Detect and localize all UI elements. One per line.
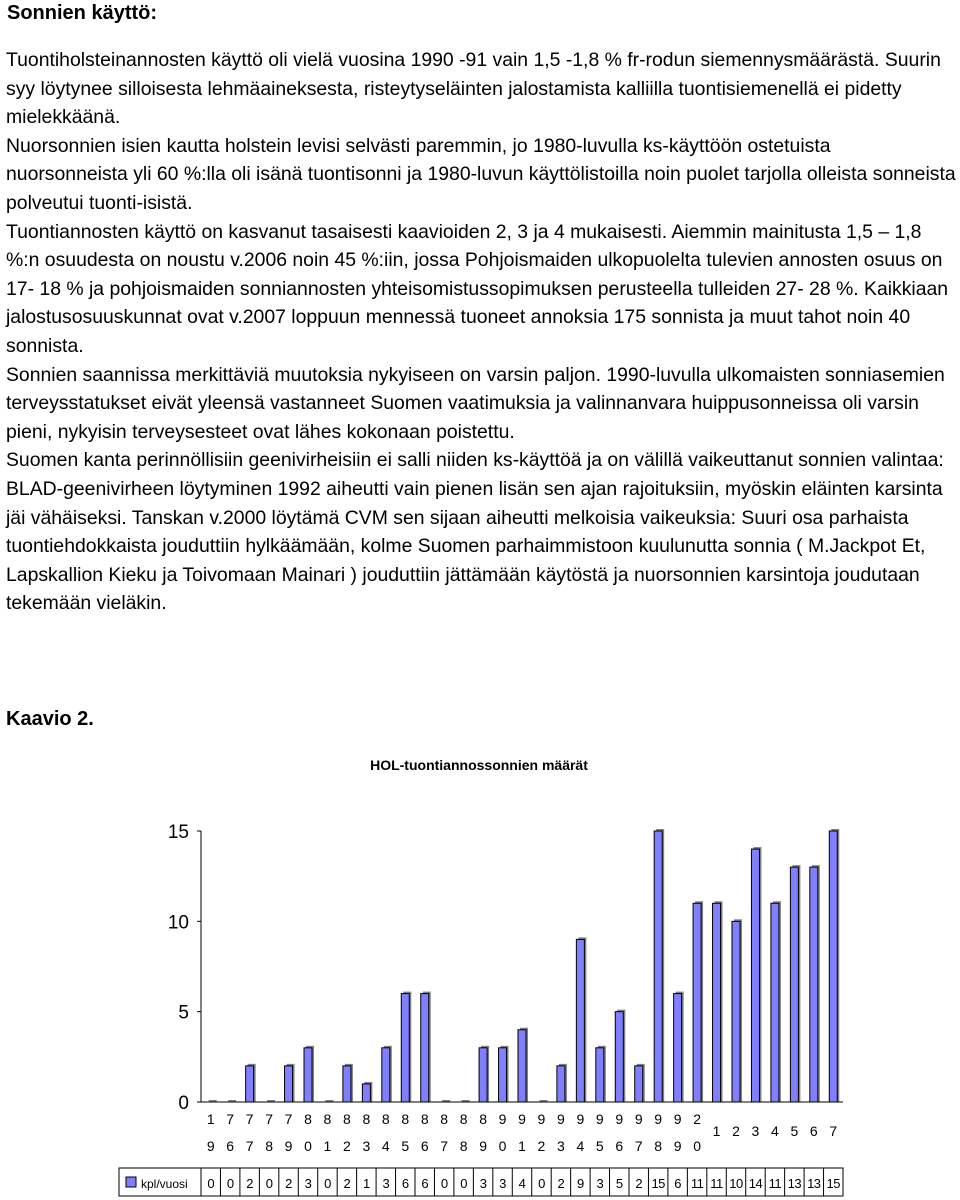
x-tick-label: 9 bbox=[518, 1111, 526, 1127]
legend-label: kpl/vuosi bbox=[141, 1177, 188, 1191]
bar bbox=[479, 1048, 487, 1102]
bar bbox=[304, 1048, 312, 1102]
x-tick-label: 9 bbox=[498, 1111, 507, 1127]
x-tick-label: 1 bbox=[206, 1111, 215, 1127]
x-tick-label: 9 bbox=[673, 1138, 682, 1154]
data-table-value: 13 bbox=[787, 1176, 802, 1191]
bar bbox=[285, 1066, 293, 1102]
data-table-value: 14 bbox=[748, 1176, 763, 1191]
paragraph: Tuontiholsteinannosten käyttö oli vielä vuosina 1990 -91 vain 1,5 -1,8 % fr-rodun siemennysmäärästä. Suurin syy löytynee silloisesta lehmäaineksesta, risteytyseläinten jalostamista kalliilla tuontisiemenellä ei pidetty mielekkäänä. bbox=[6, 49, 941, 129]
x-tick-label: 9 bbox=[654, 1111, 663, 1127]
x-tick-label: 7 bbox=[284, 1111, 293, 1127]
data-table-value: 0 bbox=[324, 1176, 331, 1191]
data-table-value: 15 bbox=[651, 1176, 665, 1191]
data-table-value: 0 bbox=[440, 1176, 448, 1191]
x-tick-label: 9 bbox=[206, 1138, 215, 1154]
x-tick-label: 0 bbox=[304, 1138, 312, 1154]
bar bbox=[421, 994, 429, 1102]
data-table-value: 11 bbox=[768, 1176, 782, 1191]
x-tick-label: 2 bbox=[343, 1138, 351, 1154]
bar bbox=[713, 903, 721, 1102]
data-table-value: 0 bbox=[207, 1176, 215, 1191]
x-tick-label: 7 bbox=[245, 1138, 254, 1154]
x-tick-label: 8 bbox=[362, 1111, 371, 1127]
x-tick-label: 8 bbox=[459, 1111, 468, 1127]
x-tick-label: 4 bbox=[381, 1138, 390, 1154]
data-table-value: 0 bbox=[538, 1176, 545, 1191]
x-tick-label: 4 bbox=[771, 1123, 779, 1139]
data-table-value: 0 bbox=[226, 1176, 234, 1191]
x-tick-label: 8 bbox=[265, 1138, 273, 1154]
x-tick-label: 7 bbox=[226, 1111, 235, 1127]
data-table-value: 3 bbox=[479, 1176, 487, 1191]
x-tick-label: 9 bbox=[479, 1138, 487, 1154]
x-tick-label: 8 bbox=[401, 1111, 410, 1127]
x-tick-label: 0 bbox=[498, 1138, 507, 1154]
x-tick-label: 8 bbox=[459, 1138, 468, 1154]
body-text bbox=[6, 46, 956, 618]
x-tick-label: 5 bbox=[401, 1138, 410, 1154]
x-tick-label: 8 bbox=[343, 1111, 351, 1127]
paragraph: Sonnien saannissa merkittäviä muutoksia nykyiseen on varsin paljon. 1990-luvulla ulkomaisten sonniasemien terveysstatukset eivät yleensä vastanneet Suomen vaatimuksia ja valinnanvara huippusonneissa oli varsin pieni, nykyisin terveysesteet ovat lähes kokonaan poistettu. bbox=[6, 363, 945, 443]
x-tick-label: 8 bbox=[654, 1138, 663, 1154]
paragraph: Nuorsonnien isien kautta holstein levisi selvästi paremmin, jo 1980-luvulla ks-käyttöön ostetuista nuorsonneista yli 60 %:lla oli isänä tuontisonni ja 1980-luvun käyttölistoilla noin puolet tarjolla olleista sonneista polveutui tuonti-isistä. bbox=[6, 134, 956, 214]
x-tick-label: 9 bbox=[284, 1138, 293, 1154]
bar bbox=[635, 1066, 643, 1102]
x-tick-label: 4 bbox=[576, 1138, 585, 1154]
x-tick-label: 9 bbox=[557, 1111, 565, 1127]
data-table-value: 9 bbox=[576, 1176, 584, 1191]
data-table-value: 15 bbox=[826, 1176, 841, 1191]
data-table-value: 3 bbox=[382, 1176, 390, 1191]
bar bbox=[615, 1012, 623, 1102]
x-tick-label: 6 bbox=[420, 1138, 429, 1154]
x-tick-label: 5 bbox=[790, 1123, 799, 1139]
x-tick-label: 3 bbox=[751, 1123, 760, 1139]
x-tick-label: 6 bbox=[809, 1123, 818, 1139]
data-table-value: 2 bbox=[557, 1176, 565, 1191]
x-tick-label: 1 bbox=[712, 1123, 721, 1139]
x-tick-label: 0 bbox=[693, 1138, 701, 1154]
data-table-value: 3 bbox=[304, 1176, 312, 1191]
y-tick-label: 5 bbox=[178, 1002, 189, 1024]
bar bbox=[401, 994, 409, 1102]
x-tick-label: 3 bbox=[557, 1138, 565, 1154]
x-tick-label: 9 bbox=[673, 1111, 682, 1127]
x-tick-label: 7 bbox=[634, 1138, 643, 1154]
y-tick-label: 0 bbox=[178, 1093, 189, 1114]
x-tick-label: 8 bbox=[420, 1111, 429, 1127]
paragraph: Tuontiannosten käyttö on kasvanut tasaisesti kaavioiden 2, 3 ja 4 mukaisesti. Aiemmin mainitusta 1,5 – 1,8 %:n osuudesta on noustu v.2006 noin 45 %:iin, jossa Pohjoismaiden ulkopuolelta tulevien annosten osuus on 17- 18 % ja pohjoismaiden sonniannosten yhteisomistussopimuksen perusteella tulleiden 27- 28 %. Kaikkiaan jalostusosuuskunnat ovat v.2007 loppuun mennessä tuoneet annoksia 175 sonnista ja muut tahot noin 40 sonnista. bbox=[6, 220, 949, 357]
data-table-value: 11 bbox=[710, 1176, 723, 1191]
bar bbox=[771, 903, 779, 1102]
x-tick-label: 6 bbox=[615, 1138, 624, 1154]
bar bbox=[246, 1066, 254, 1102]
bar-chart bbox=[0, 740, 960, 1200]
x-tick-label: 7 bbox=[265, 1111, 273, 1127]
x-tick-label: 7 bbox=[440, 1138, 449, 1154]
data-table-value: 6 bbox=[421, 1176, 429, 1191]
data-table-value: 5 bbox=[615, 1176, 623, 1191]
x-tick-label: 1 bbox=[323, 1138, 332, 1154]
bar bbox=[362, 1084, 370, 1102]
x-tick-label: 8 bbox=[304, 1111, 312, 1127]
bar bbox=[382, 1048, 390, 1102]
bar bbox=[674, 994, 682, 1102]
x-tick-label: 8 bbox=[440, 1111, 449, 1127]
figure-label: Kaavio 2. bbox=[6, 708, 94, 730]
x-tick-label: 8 bbox=[323, 1111, 332, 1127]
x-tick-label: 2 bbox=[537, 1138, 546, 1154]
x-tick-label: 7 bbox=[829, 1123, 838, 1139]
chart-title: HOL-tuontiannossonnien määrät bbox=[370, 757, 588, 773]
bar bbox=[732, 921, 740, 1102]
bar bbox=[829, 831, 837, 1102]
x-tick-label: 3 bbox=[362, 1138, 371, 1154]
x-tick-label: 2 bbox=[693, 1111, 701, 1127]
data-table-value: 6 bbox=[401, 1176, 409, 1191]
bar bbox=[654, 831, 662, 1102]
data-table-value: 3 bbox=[596, 1176, 604, 1191]
x-tick-label: 8 bbox=[381, 1111, 390, 1127]
x-tick-label: 6 bbox=[226, 1138, 235, 1154]
bar bbox=[810, 867, 818, 1102]
bar bbox=[751, 849, 759, 1102]
data-table-value: 4 bbox=[518, 1176, 526, 1191]
bar bbox=[596, 1048, 604, 1102]
x-tick-label: 2 bbox=[732, 1123, 740, 1139]
data-table-value: 2 bbox=[246, 1176, 254, 1191]
data-table-value: 13 bbox=[807, 1176, 821, 1191]
data-table-value: 6 bbox=[674, 1176, 682, 1191]
chart-grid bbox=[197, 831, 201, 1102]
x-tick-label: 5 bbox=[595, 1138, 604, 1154]
bar bbox=[518, 1030, 526, 1102]
bar bbox=[790, 867, 798, 1102]
data-table-value: 2 bbox=[343, 1176, 351, 1191]
data-table-value: 0 bbox=[265, 1176, 273, 1191]
x-tick-label: 9 bbox=[576, 1111, 585, 1127]
x-tick-label: 7 bbox=[245, 1111, 254, 1127]
page-title: Sonnien käyttö: bbox=[7, 2, 158, 24]
bar bbox=[499, 1048, 507, 1102]
x-tick-label: 9 bbox=[595, 1111, 604, 1127]
paragraph: Suomen kanta perinnöllisiin geenivirheisiin ei salli niiden ks-käyttöä ja on välillä vaikeuttanut sonnien valintaa: BLAD-geenivirheen löytyminen 1992 aiheutti vain pienen lisän sen ajan rajoituksiin, myöskin eläinten karsinta jäi vähäiseksi. Tanskan v.2000 löytämä CVM sen sijaan aiheutti melkoisia vaikeuksia: Suuri osa parhaista tuontiehdokkaista jouduttiin hylkäämään, kolme Suomen parhaimmistoon kuulunutta sonnia ( M.Jackpot Et, Lapskallion Kieku ja Toivomaan Mainari ) jouduttiin jättämään käytöstä ja nuorsonnien karsintoja joudutaan tekemään vieläkin. bbox=[6, 449, 944, 615]
data-table-value: 3 bbox=[499, 1176, 506, 1191]
bar bbox=[576, 939, 584, 1102]
y-tick-label: 10 bbox=[167, 912, 189, 934]
data-table-value: 11 bbox=[690, 1176, 704, 1191]
bar bbox=[343, 1066, 351, 1102]
y-tick-label: 15 bbox=[167, 822, 189, 843]
x-tick-label: 1 bbox=[518, 1138, 526, 1154]
bar bbox=[557, 1066, 565, 1102]
x-tick-label: 8 bbox=[479, 1111, 487, 1127]
data-table-value: 2 bbox=[635, 1176, 643, 1191]
data-table-value: 2 bbox=[285, 1176, 292, 1191]
x-tick-label: 9 bbox=[537, 1111, 546, 1127]
x-tick-label: 9 bbox=[615, 1111, 624, 1127]
data-table-value: 10 bbox=[729, 1176, 743, 1191]
data-table bbox=[119, 1168, 843, 1196]
chart-bars bbox=[209, 829, 840, 1102]
x-tick-label: 9 bbox=[634, 1111, 643, 1127]
bar bbox=[693, 903, 701, 1102]
data-table-value: 0 bbox=[460, 1176, 468, 1191]
data-table-value: 1 bbox=[362, 1176, 370, 1191]
legend-swatch bbox=[126, 1177, 136, 1187]
